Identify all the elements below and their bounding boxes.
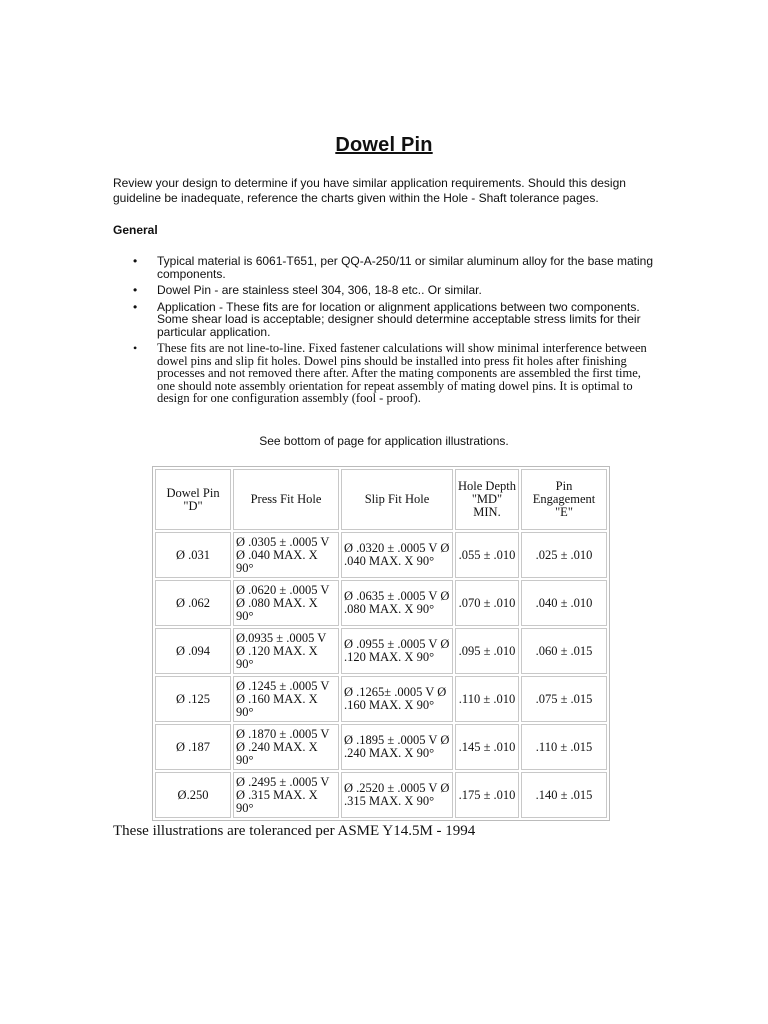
bullet-text: These fits are not line-to-line. Fixed fastener calculations will show minimal interference between dowel pins and slip fit holes. Dowel pins should be installed into press fit holes after finishing processes and not removed there after. After the mating components are assembled the first time, one should note assembly orientation for repeat assembly of mating dowel pins. It is optimal to design for one configuration assembly (fool - proof).	[157, 341, 647, 405]
column-header-hole-depth: Hole Depth "MD" MIN.	[455, 469, 519, 530]
cell-slip-fit: Ø .0320 ± .0005 V Ø .040 MAX. X 90°	[341, 532, 453, 578]
cell-hole-depth: .055 ± .010	[455, 532, 519, 578]
cell-slip-fit: Ø .1895 ± .0005 V Ø .240 MAX. X 90°	[341, 724, 453, 770]
cell-hole-depth: .145 ± .010	[455, 724, 519, 770]
column-header-dowel-pin: Dowel Pin "D"	[155, 469, 231, 530]
cell-dowel-pin: Ø .062	[155, 580, 231, 626]
bullet-icon: •	[133, 254, 138, 268]
tolerance-footnote: These illustrations are toleranced per ASME Y14.5M - 1994	[113, 823, 476, 839]
cell-dowel-pin: Ø.250	[155, 772, 231, 818]
cell-press-fit: Ø .1245 ± .0005 V Ø .160 MAX. X 90°	[233, 676, 339, 722]
table-row	[155, 532, 607, 578]
cell-hole-depth: .110 ± .010	[455, 676, 519, 722]
bullet-text: Typical material is 6061-T651, per QQ-A-250/11 or similar aluminum alloy for the base mating components.	[157, 254, 653, 281]
column-header-press-fit: Press Fit Hole	[233, 469, 339, 530]
cell-press-fit: Ø .0305 ± .0005 V Ø .040 MAX. X 90°	[233, 532, 339, 578]
cell-dowel-pin: Ø .125	[155, 676, 231, 722]
cell-dowel-pin: Ø .094	[155, 628, 231, 674]
table-row	[155, 724, 607, 770]
cell-hole-depth: .175 ± .010	[455, 772, 519, 818]
cell-slip-fit: Ø .0635 ± .0005 V Ø .080 MAX. X 90°	[341, 580, 453, 626]
dowel-pin-table	[152, 466, 610, 821]
page-title: Dowel Pin	[335, 134, 433, 156]
cell-hole-depth: .095 ± .010	[455, 628, 519, 674]
cell-slip-fit: Ø .2520 ± .0005 V Ø .315 MAX. X 90°	[341, 772, 453, 818]
cell-pin-engagement: .040 ± .010	[521, 580, 607, 626]
bullet-icon: •	[133, 283, 138, 297]
column-header-pin-engagement: Pin Engagement "E"	[521, 469, 607, 530]
see-bottom-note: See bottom of page for application illustrations.	[259, 434, 509, 448]
list-item	[113, 301, 658, 339]
table-header-row	[155, 469, 607, 530]
bullet-text: Application - These fits are for location or alignment applications between two components. Some shear load is acceptable; designer should determine acceptable stress limits for their particular application.	[157, 299, 641, 339]
table-row	[155, 676, 607, 722]
cell-pin-engagement: .025 ± .010	[521, 532, 607, 578]
cell-dowel-pin: Ø .187	[155, 724, 231, 770]
column-header-slip-fit: Slip Fit Hole	[341, 469, 453, 530]
cell-slip-fit: Ø .0955 ± .0005 V Ø .120 MAX. X 90°	[341, 628, 453, 674]
cell-hole-depth: .070 ± .010	[455, 580, 519, 626]
general-bullet-list	[113, 255, 658, 409]
cell-press-fit: Ø .1870 ± .0005 V Ø .240 MAX. X 90°	[233, 724, 339, 770]
cell-press-fit: Ø.0935 ± .0005 V Ø .120 MAX. X 90°	[233, 628, 339, 674]
list-item	[113, 342, 658, 405]
list-item	[113, 284, 658, 297]
table-row	[155, 580, 607, 626]
cell-pin-engagement: .075 ± .015	[521, 676, 607, 722]
cell-slip-fit: Ø .1265± .0005 V Ø .160 MAX. X 90°	[341, 676, 453, 722]
cell-pin-engagement: .110 ± .015	[521, 724, 607, 770]
cell-pin-engagement: .060 ± .015	[521, 628, 607, 674]
list-item	[113, 255, 658, 280]
bullet-icon: •	[133, 341, 138, 355]
cell-press-fit: Ø .0620 ± .0005 V Ø .080 MAX. X 90°	[233, 580, 339, 626]
bullet-text: Dowel Pin - are stainless steel 304, 306, 18-8 etc.. Or similar.	[157, 283, 482, 297]
cell-press-fit: Ø .2495 ± .0005 V Ø .315 MAX. X 90°	[233, 772, 339, 818]
section-heading-general: General	[113, 223, 158, 237]
table-row	[155, 628, 607, 674]
cell-dowel-pin: Ø .031	[155, 532, 231, 578]
table-row	[155, 772, 607, 818]
bullet-icon: •	[133, 299, 138, 314]
cell-pin-engagement: .140 ± .015	[521, 772, 607, 818]
intro-paragraph: Review your design to determine if you have similar application requirements. Should this design guideline be inadequate, reference the charts given within the Hole - Shaft tolerance pages.	[113, 176, 626, 205]
